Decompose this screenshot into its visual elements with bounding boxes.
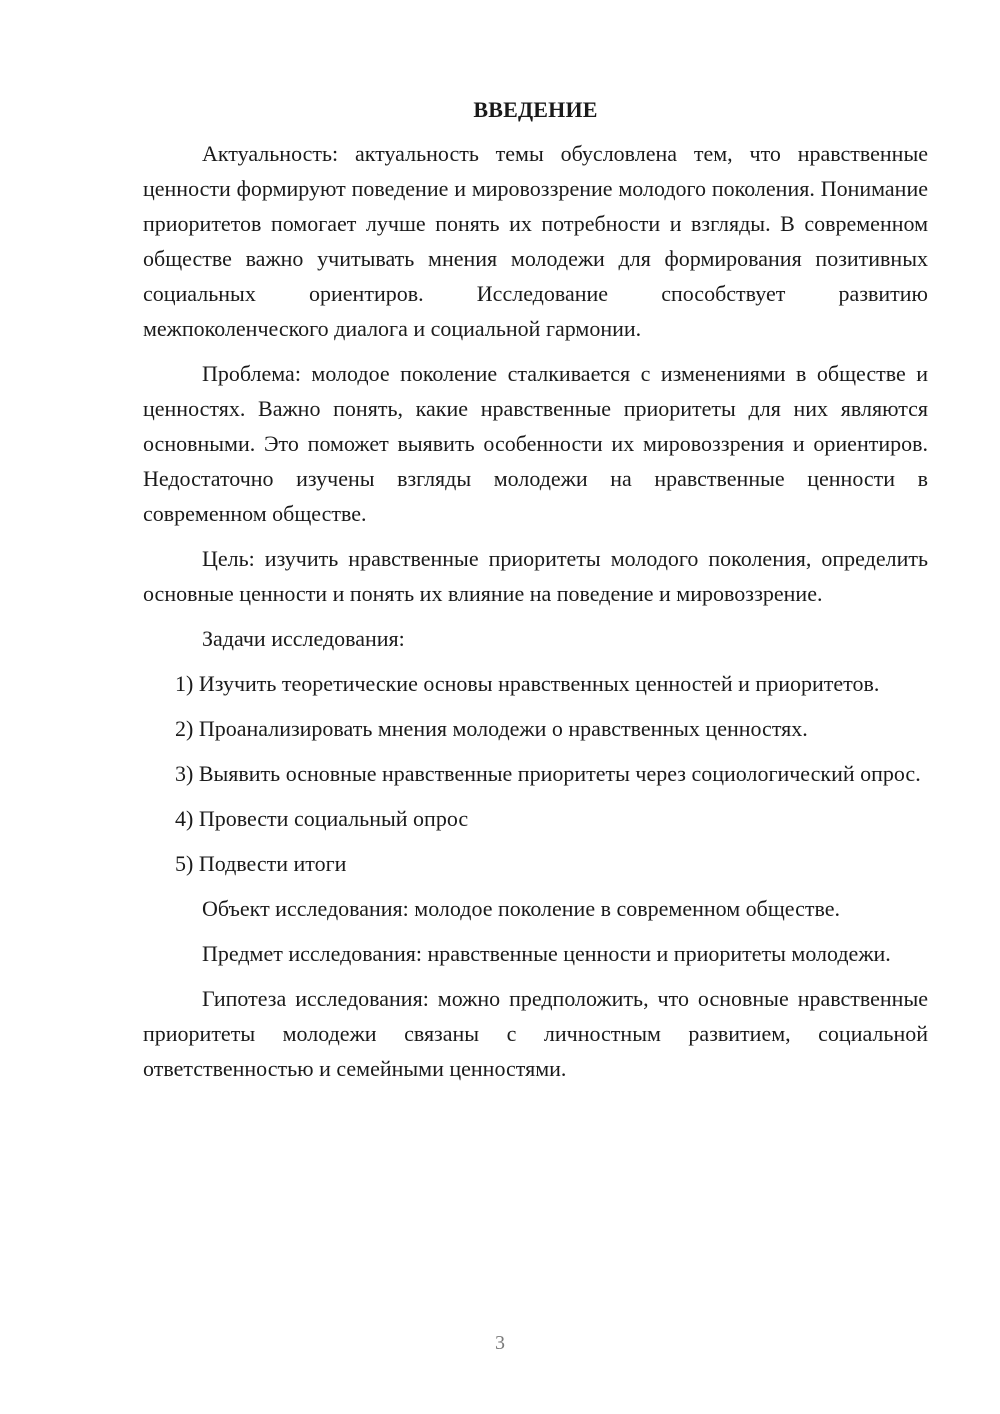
paragraph-hypothesis: Гипотеза исследования: можно предположить, что основные нравственные приоритеты молодежи связаны с личностным развитием, социальной ответственностью и семейными ценностями.: [143, 986, 928, 1081]
document-page: [143, 94, 928, 1096]
page-number: 3: [495, 1332, 505, 1354]
task-item-2: 2) Проанализировать мнения молодежи о нравственных ценностях.: [175, 716, 808, 741]
paragraph-problem: Проблема: молодое поколение сталкивается с изменениями в обществе и ценностях. Важно понять, какие нравственные приоритеты для них являются основными. Это поможет выявить особенности их мировоззрения и ориентиров. Недостаточно изучены взгляды молодежи на нравственные ценности в современном обществе.: [143, 361, 928, 526]
paragraph-relevance: Актуальность: актуальность темы обусловлена тем, что нравственные ценности формируют поведение и мировоззрение молодого поколения. Понимание приоритетов помогает лучше понять их потребности и взгляды. В современном обществе важно учитывать мнения молодежи для формирования позитивных социальных ориентиров. Исследование способствует развитию межпоколенческого диалога и социальной гармонии.: [143, 141, 928, 341]
task-item-5: 5) Подвести итоги: [175, 851, 347, 876]
paragraph-object: Объект исследования: молодое поколение в современном обществе.: [202, 896, 840, 921]
task-item-3: 3) Выявить основные нравственные приоритеты через социологический опрос.: [175, 761, 921, 786]
task-item-1: 1) Изучить теоретические основы нравственных ценностей и приоритетов.: [175, 671, 880, 696]
document-title: ВВЕДЕНИЕ: [473, 97, 598, 122]
paragraph-subject: Предмет исследования: нравственные ценности и приоритеты молодежи.: [202, 941, 891, 966]
task-item-4: 4) Провести социальный опрос: [175, 806, 469, 831]
paragraph-goal: Цель: изучить нравственные приоритеты молодого поколения, определить основные ценности и понять их влияние на поведение и мировоззрение.: [143, 546, 928, 606]
paragraph-tasks-heading: Задачи исследования:: [202, 626, 405, 651]
